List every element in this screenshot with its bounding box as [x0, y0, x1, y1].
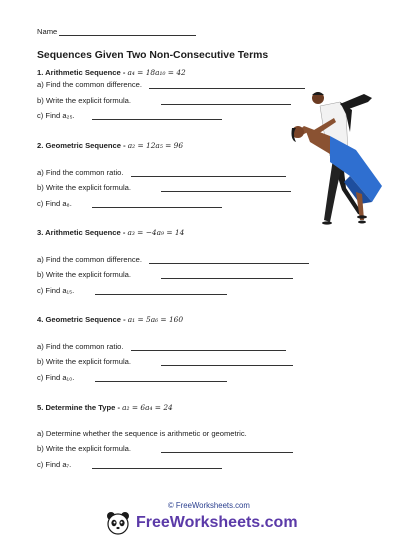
dancing-couple-image — [290, 92, 386, 230]
question-text: c) Find a₇. — [37, 460, 72, 469]
answer-line[interactable] — [161, 444, 293, 453]
question-text: c) Find a₁₀. — [37, 373, 75, 382]
question-text: b) Write the explicit formula. — [37, 357, 131, 366]
problem-heading: 4. Geometric Sequence - a₁ = 5a₆ = 160 — [37, 315, 184, 324]
question-text: a) Find the common ratio. — [37, 342, 124, 351]
question-text: b) Write the explicit formula. — [37, 96, 131, 105]
answer-line[interactable] — [161, 183, 291, 192]
question-text: a) Find the common difference. — [37, 255, 142, 264]
answer-line[interactable] — [161, 357, 293, 366]
name-label: Name — [37, 27, 58, 36]
problem-heading: 5. Determine the Type - a₂ = 6a₄ = 24 — [37, 403, 173, 412]
problem-heading: 2. Geometric Sequence - a₂ = 12a₅ = 96 — [37, 141, 184, 150]
answer-line[interactable] — [92, 111, 222, 120]
question-text: a) Find the common ratio. — [37, 168, 124, 177]
answer-line[interactable] — [161, 270, 293, 279]
problem-heading: 1. Arithmetic Sequence - a₄ = 18a₁₀ = 42 — [37, 68, 186, 77]
question-text: c) Find a₂₅. — [37, 111, 75, 120]
name-field[interactable] — [59, 27, 196, 36]
answer-line[interactable] — [161, 96, 291, 105]
answer-line[interactable] — [149, 255, 309, 264]
question-text: b) Write the explicit formula. — [37, 183, 131, 192]
answer-line[interactable] — [149, 80, 305, 89]
answer-line[interactable] — [131, 342, 286, 351]
answer-line[interactable] — [95, 373, 227, 382]
answer-line[interactable] — [95, 286, 227, 295]
answer-line[interactable] — [131, 168, 286, 177]
answer-line[interactable] — [92, 199, 222, 208]
problem-heading: 3. Arithmetic Sequence - a₃ = −4a₉ = 14 — [37, 228, 185, 237]
question-text: b) Write the explicit formula. — [37, 270, 131, 279]
question-text: c) Find a₁₅. — [37, 286, 75, 295]
question-text: a) Determine whether the sequence is arithmetic or geometric. — [37, 429, 247, 438]
question-text: a) Find the common difference. — [37, 80, 142, 89]
question-text: c) Find a₈. — [37, 199, 72, 208]
footer-copyright[interactable]: © FreeWorksheets.com — [168, 501, 250, 510]
panda-logo — [106, 511, 130, 535]
page-title: Sequences Given Two Non-Consecutive Terms — [37, 50, 269, 61]
answer-line[interactable] — [92, 460, 222, 469]
footer-brand[interactable]: FreeWorksheets.com — [136, 514, 298, 531]
question-text: b) Write the explicit formula. — [37, 444, 131, 453]
